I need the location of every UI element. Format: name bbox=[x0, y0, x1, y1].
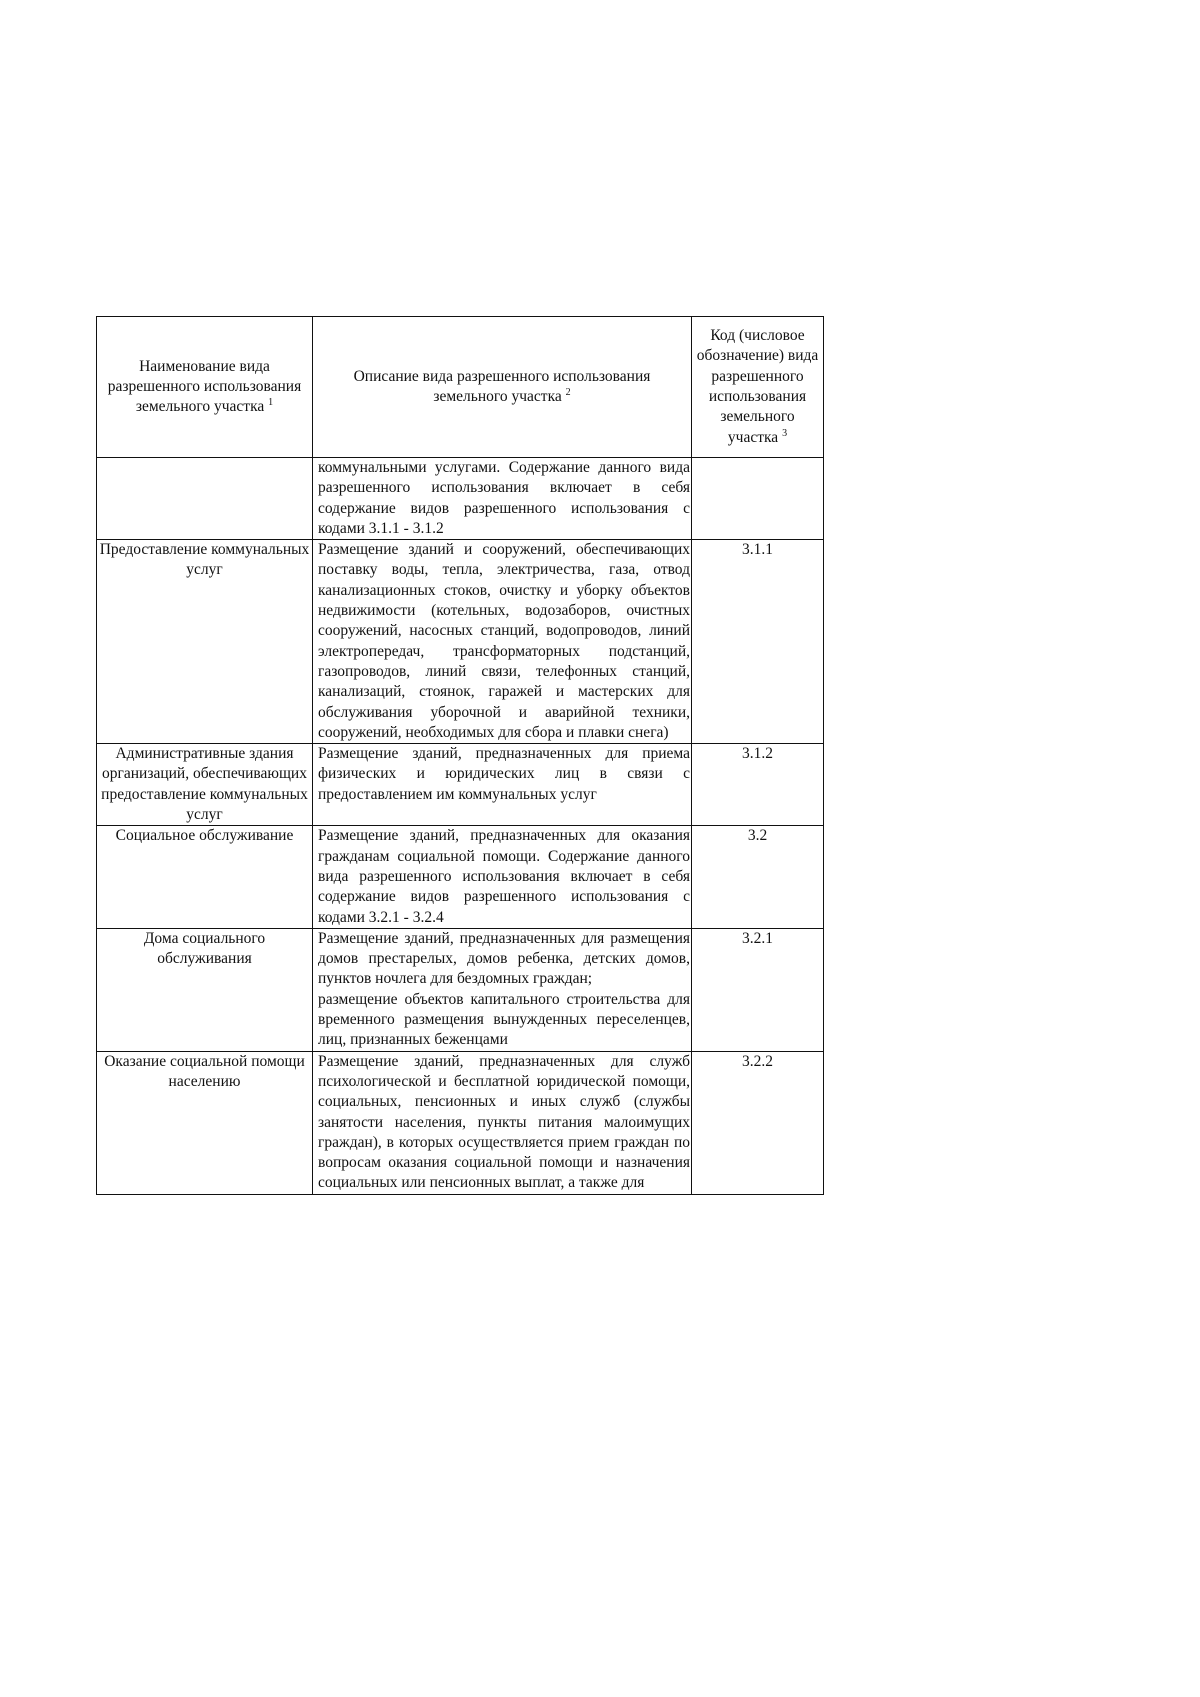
table-row bbox=[97, 1051, 824, 1194]
header-description-footnote: 2 bbox=[565, 386, 571, 398]
description-paragraph: Размещение зданий и сооружений, обеспечивающих поставку воды, тепла, электричества, газа, отвод канализационных стоков, очистку и уборку объектов недвижимости (котельных, водозаборов, очистных сооружений, насосных станций, водопроводов, линий электропередач, трансформаторных подстанций, газопроводов, линий связи, телефонных станций, канализаций, стоянок, гаражей и мастерских для обслуживания уборочной и аварийной техники, сооружений, необходимых для сбора и плавки снега) bbox=[318, 541, 690, 741]
land-use-code: 3.1.1 bbox=[692, 540, 824, 744]
description-paragraph: Размещение зданий, предназначенных для служб психологической и бесплатной юридической помощи, социальных, пенсионных и иных служб (службы занятости населения, пункты питания малоимущих граждан), в которых осуществляется прием граждан по вопросам оказания социальной помощи и назначения социальных или пенсионных выплат, а также для bbox=[318, 1052, 690, 1192]
land-use-description bbox=[313, 540, 692, 744]
land-use-code: 3.2.2 bbox=[692, 1051, 824, 1194]
land-use-name: Административные здания организаций, обеспечивающих предоставление коммунальных услуг bbox=[97, 744, 313, 826]
land-use-name: Социальное обслуживание bbox=[97, 826, 313, 928]
land-use-code: 3.1.2 bbox=[692, 744, 824, 826]
land-use-description bbox=[313, 928, 692, 1051]
header-description: Описание вида разрешенного использования земельного участка $^2$ bbox=[313, 317, 692, 458]
header-code: Код (числовое обозначение) вида разрешенного использования земельного участка $^3$ bbox=[692, 317, 824, 458]
table-row bbox=[97, 744, 824, 826]
land-use-name: Предоставление коммунальных услуг bbox=[97, 540, 313, 744]
land-use-name: Оказание социальной помощи населению bbox=[97, 1051, 313, 1194]
description-paragraph: Размещение зданий, предназначенных для оказания гражданам социальной помощи. Содержание данного вида разрешенного использования включает в себя содержание видов разрешенного использования с кодами 3.2.1 - 3.2.4 bbox=[318, 827, 690, 926]
land-use-code: 3.2 bbox=[692, 826, 824, 928]
table-row bbox=[97, 458, 824, 540]
description-paragraph: коммунальными услугами. Содержание данного вида разрешенного использования включает в себя содержание видов разрешенного использования с кодами 3.1.1 - 3.1.2 bbox=[318, 459, 690, 537]
land-use-code bbox=[692, 458, 824, 540]
header-name-footnote: 1 bbox=[268, 396, 274, 408]
table-row bbox=[97, 826, 824, 928]
land-use-name: Дома социального обслуживания bbox=[97, 928, 313, 1051]
table-row bbox=[97, 540, 824, 744]
table-row bbox=[97, 928, 824, 1051]
header-code-footnote: 3 bbox=[782, 427, 788, 439]
land-use-description bbox=[313, 458, 692, 540]
land-use-name bbox=[97, 458, 313, 540]
description-paragraph: Размещение зданий, предназначенных для приема физических и юридических лиц в связи с предоставлением им коммунальных услуг bbox=[318, 745, 690, 803]
table-header-row bbox=[97, 317, 824, 458]
description-paragraph: размещение объектов капитального строительства для временного размещения вынужденных переселенцев, лиц, признанных беженцами bbox=[318, 990, 690, 1049]
header-name: Наименование вида разрешенного использования земельного участка $^1$ bbox=[97, 317, 313, 458]
land-use-code: 3.2.1 bbox=[692, 928, 824, 1051]
land-use-table bbox=[96, 316, 824, 1195]
land-use-description bbox=[313, 826, 692, 928]
description-paragraph: Размещение зданий, предназначенных для размещения домов престарелых, домов ребенка, детских домов, пунктов ночлега для бездомных граждан; bbox=[318, 929, 690, 988]
land-use-description bbox=[313, 744, 692, 826]
land-use-description bbox=[313, 1051, 692, 1194]
table-body bbox=[97, 458, 824, 1195]
